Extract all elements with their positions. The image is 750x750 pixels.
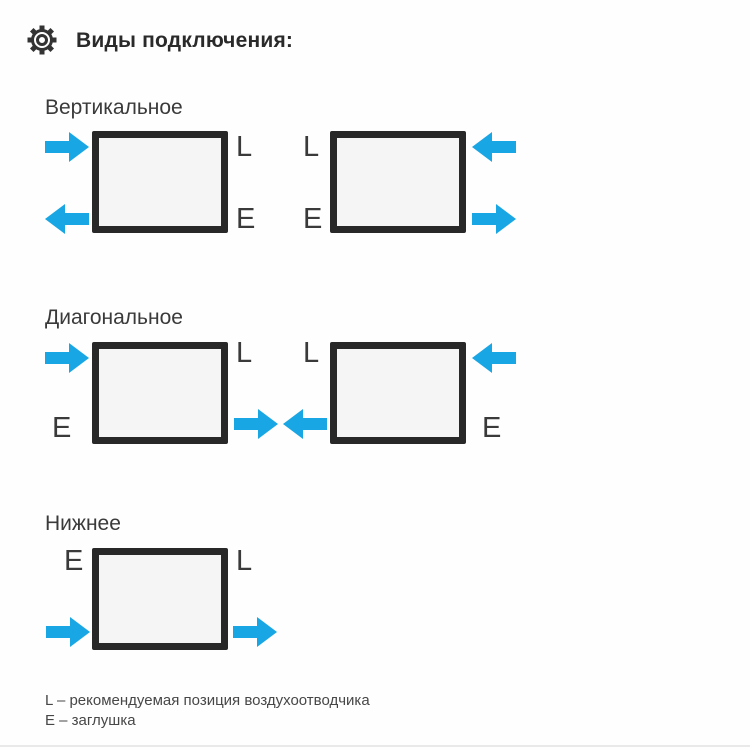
port-label: E [482,412,502,444]
inlet-arrow-left-icon [472,132,516,162]
radiator-rect [330,131,466,233]
port-label: E [303,203,323,235]
section-label-bottom: Нижнее [45,512,121,535]
port-label: E [236,203,256,235]
port-label: L [236,545,253,577]
inlet-arrow-right-icon [45,132,89,162]
gear-icon [24,22,60,63]
page-title: Виды подключения: [76,29,294,52]
radiator-rect [92,131,228,233]
section-label-vertical: Вертикальное [45,96,183,119]
radiator-rect [92,342,228,444]
inlet-arrow-left-icon [472,343,516,373]
inlet-arrow-right-icon [45,343,89,373]
port-label: L [303,337,320,369]
outlet-arrow-right-icon [472,204,516,234]
port-label: L [303,131,320,163]
port-label: E [64,545,84,577]
outlet-arrow-left-icon [45,204,89,234]
section-label-diagonal: Диагональное [45,306,183,329]
outlet-arrow-right-icon [233,617,277,647]
radiator-rect [330,342,466,444]
legend-line-e: E – заглушка [45,712,136,729]
outlet-arrow-right-icon [234,409,278,439]
legend-line-l: L – рекомендуемая позиция воздухоотводчика [45,692,370,709]
radiator-rect [92,548,228,650]
bottom-divider [0,745,750,747]
port-label: L [236,131,253,163]
port-label: E [52,412,72,444]
inlet-arrow-right-icon [46,617,90,647]
port-label: L [236,337,253,369]
outlet-arrow-left-icon [283,409,327,439]
